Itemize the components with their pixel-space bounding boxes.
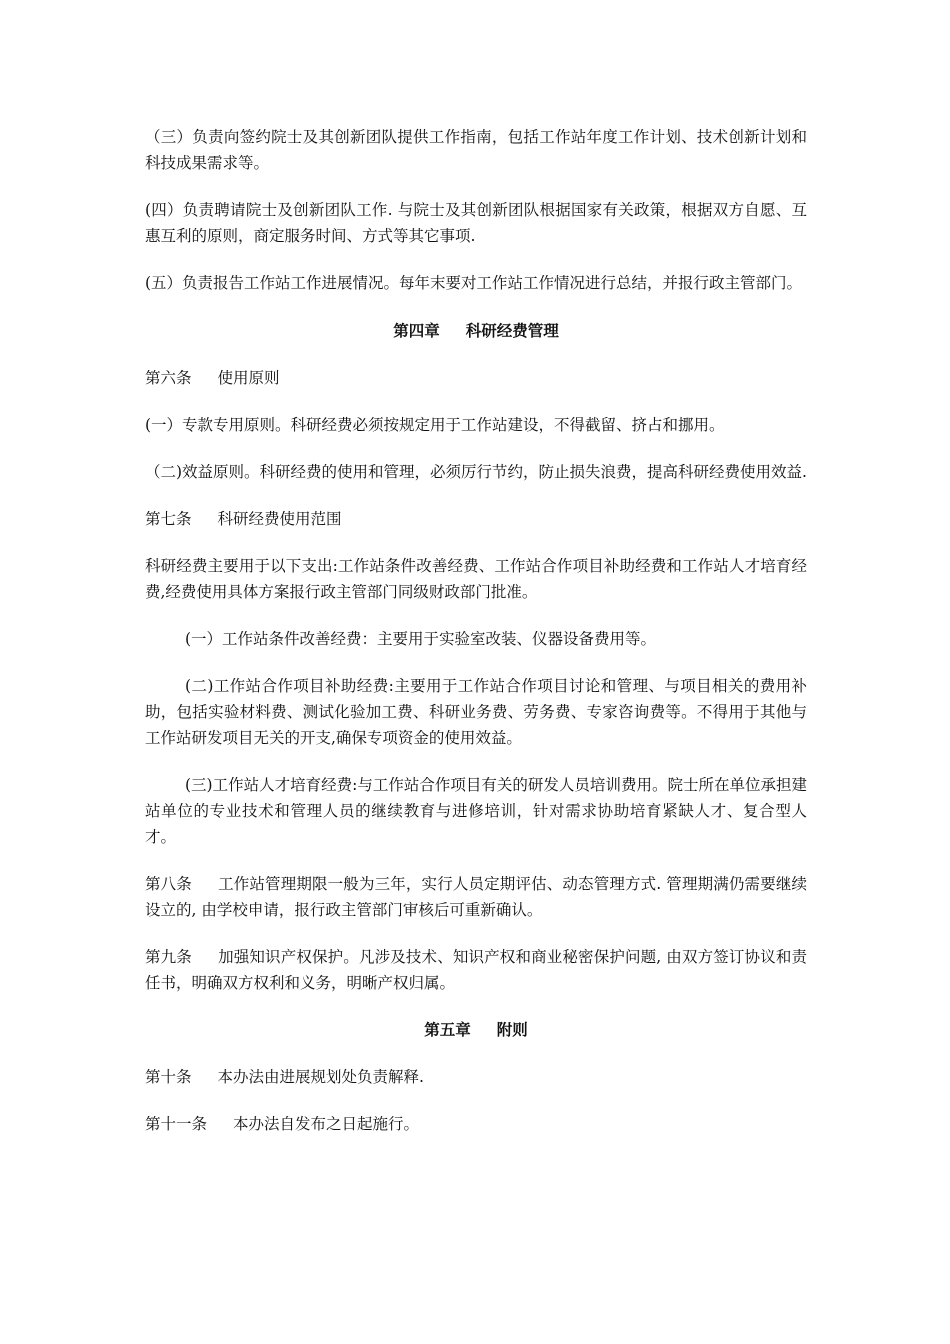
article-6: [145, 365, 807, 391]
article-text: 科研经费使用范围: [217, 510, 342, 528]
chapter-heading-5: [145, 1017, 807, 1043]
paragraph-principle-2: （二)效益原则。科研经费的使用和管理，必须厉行节约，防止损失浪费，提高科研经费使用效益.: [145, 463, 807, 481]
article-text: 本办法由进展规划处负责解释.: [217, 1068, 424, 1086]
article-text: 使用原则: [217, 369, 280, 387]
article-text: 本办法自发布之日起施行。: [233, 1115, 420, 1133]
paragraph-funding-item-1: (一）工作站条件改善经费：主要用于实验室改装、仪器设备费用等。: [185, 630, 657, 648]
article-9: [145, 944, 807, 996]
paragraph-item-3: （三）负责向签约院士及其创新团队提供工作指南，包括工作站年度工作计划、技术创新计划和科技成果需求等。: [145, 128, 807, 172]
article-text: 加强知识产权保护。凡涉及技术、知识产权和商业秘密保护问题, 由双方签订协议和责任书，明确双方权利和义务，明晰产权归属。: [145, 948, 807, 992]
paragraph-item-5: (五）负责报告工作站工作进展情况。每年末要对工作站工作情况进行总结，并报行政主管部门。: [145, 274, 803, 292]
chapter-title: 科研经费管理: [465, 321, 559, 340]
paragraph-funding-item-3: (三)工作站人才培育经费:与工作站合作项目有关的研发人员培训费用。院士所在单位承担建站单位的专业技术和管理人员的继续教育与进修培训，针对需求协助培育紧缺人才、复合型人才。: [145, 776, 807, 846]
article-label: 第七条: [145, 510, 192, 528]
paragraph-item-4: (四）负责聘请院士及创新团队工作. 与院士及其创新团队根据国家有关政策，根据双方自愿、互惠互利的原则，商定服务时间、方式等其它事项.: [145, 201, 807, 245]
article-label: 第十一条: [145, 1115, 208, 1133]
article-text: 工作站管理期限一般为三年，实行人员定期评估、动态管理方式. 管理期满仍需要继续设立的, 由学校申请，报行政主管部门审核后可重新确认。: [145, 875, 807, 919]
chapter-heading-4: [145, 318, 807, 344]
chapter-label: 第四章: [393, 321, 440, 340]
paragraph-funding-scope: 科研经费主要用于以下支出:工作站条件改善经费、工作站合作项目补助经费和工作站人才培育经费,经费使用具体方案报行政主管部门同级财政部门批准。: [145, 557, 807, 601]
paragraph-funding-item-2: (二)工作站合作项目补助经费:主要用于工作站合作项目讨论和管理、与项目相关的费用补助，包括实验材料费、测试化验加工费、科研业务费、劳务费、专家咨询费等。不得用于其他与工作站研发项目无关的开支,确保专项资金的使用效益。: [145, 677, 807, 747]
article-label: 第十条: [145, 1068, 192, 1086]
paragraph-principle-1: (一）专款专用原则。科研经费必须按规定用于工作站建设，不得截留、挤占和挪用。: [145, 416, 725, 434]
chapter-label: 第五章: [424, 1020, 471, 1039]
article-label: 第九条: [145, 948, 192, 966]
article-11: [145, 1111, 807, 1137]
article-label: 第六条: [145, 369, 192, 387]
document-body: [145, 124, 807, 1158]
article-10: [145, 1064, 807, 1090]
chapter-title: 附则: [496, 1020, 528, 1039]
article-8: [145, 871, 807, 923]
article-label: 第八条: [145, 875, 192, 893]
article-7: [145, 506, 807, 532]
